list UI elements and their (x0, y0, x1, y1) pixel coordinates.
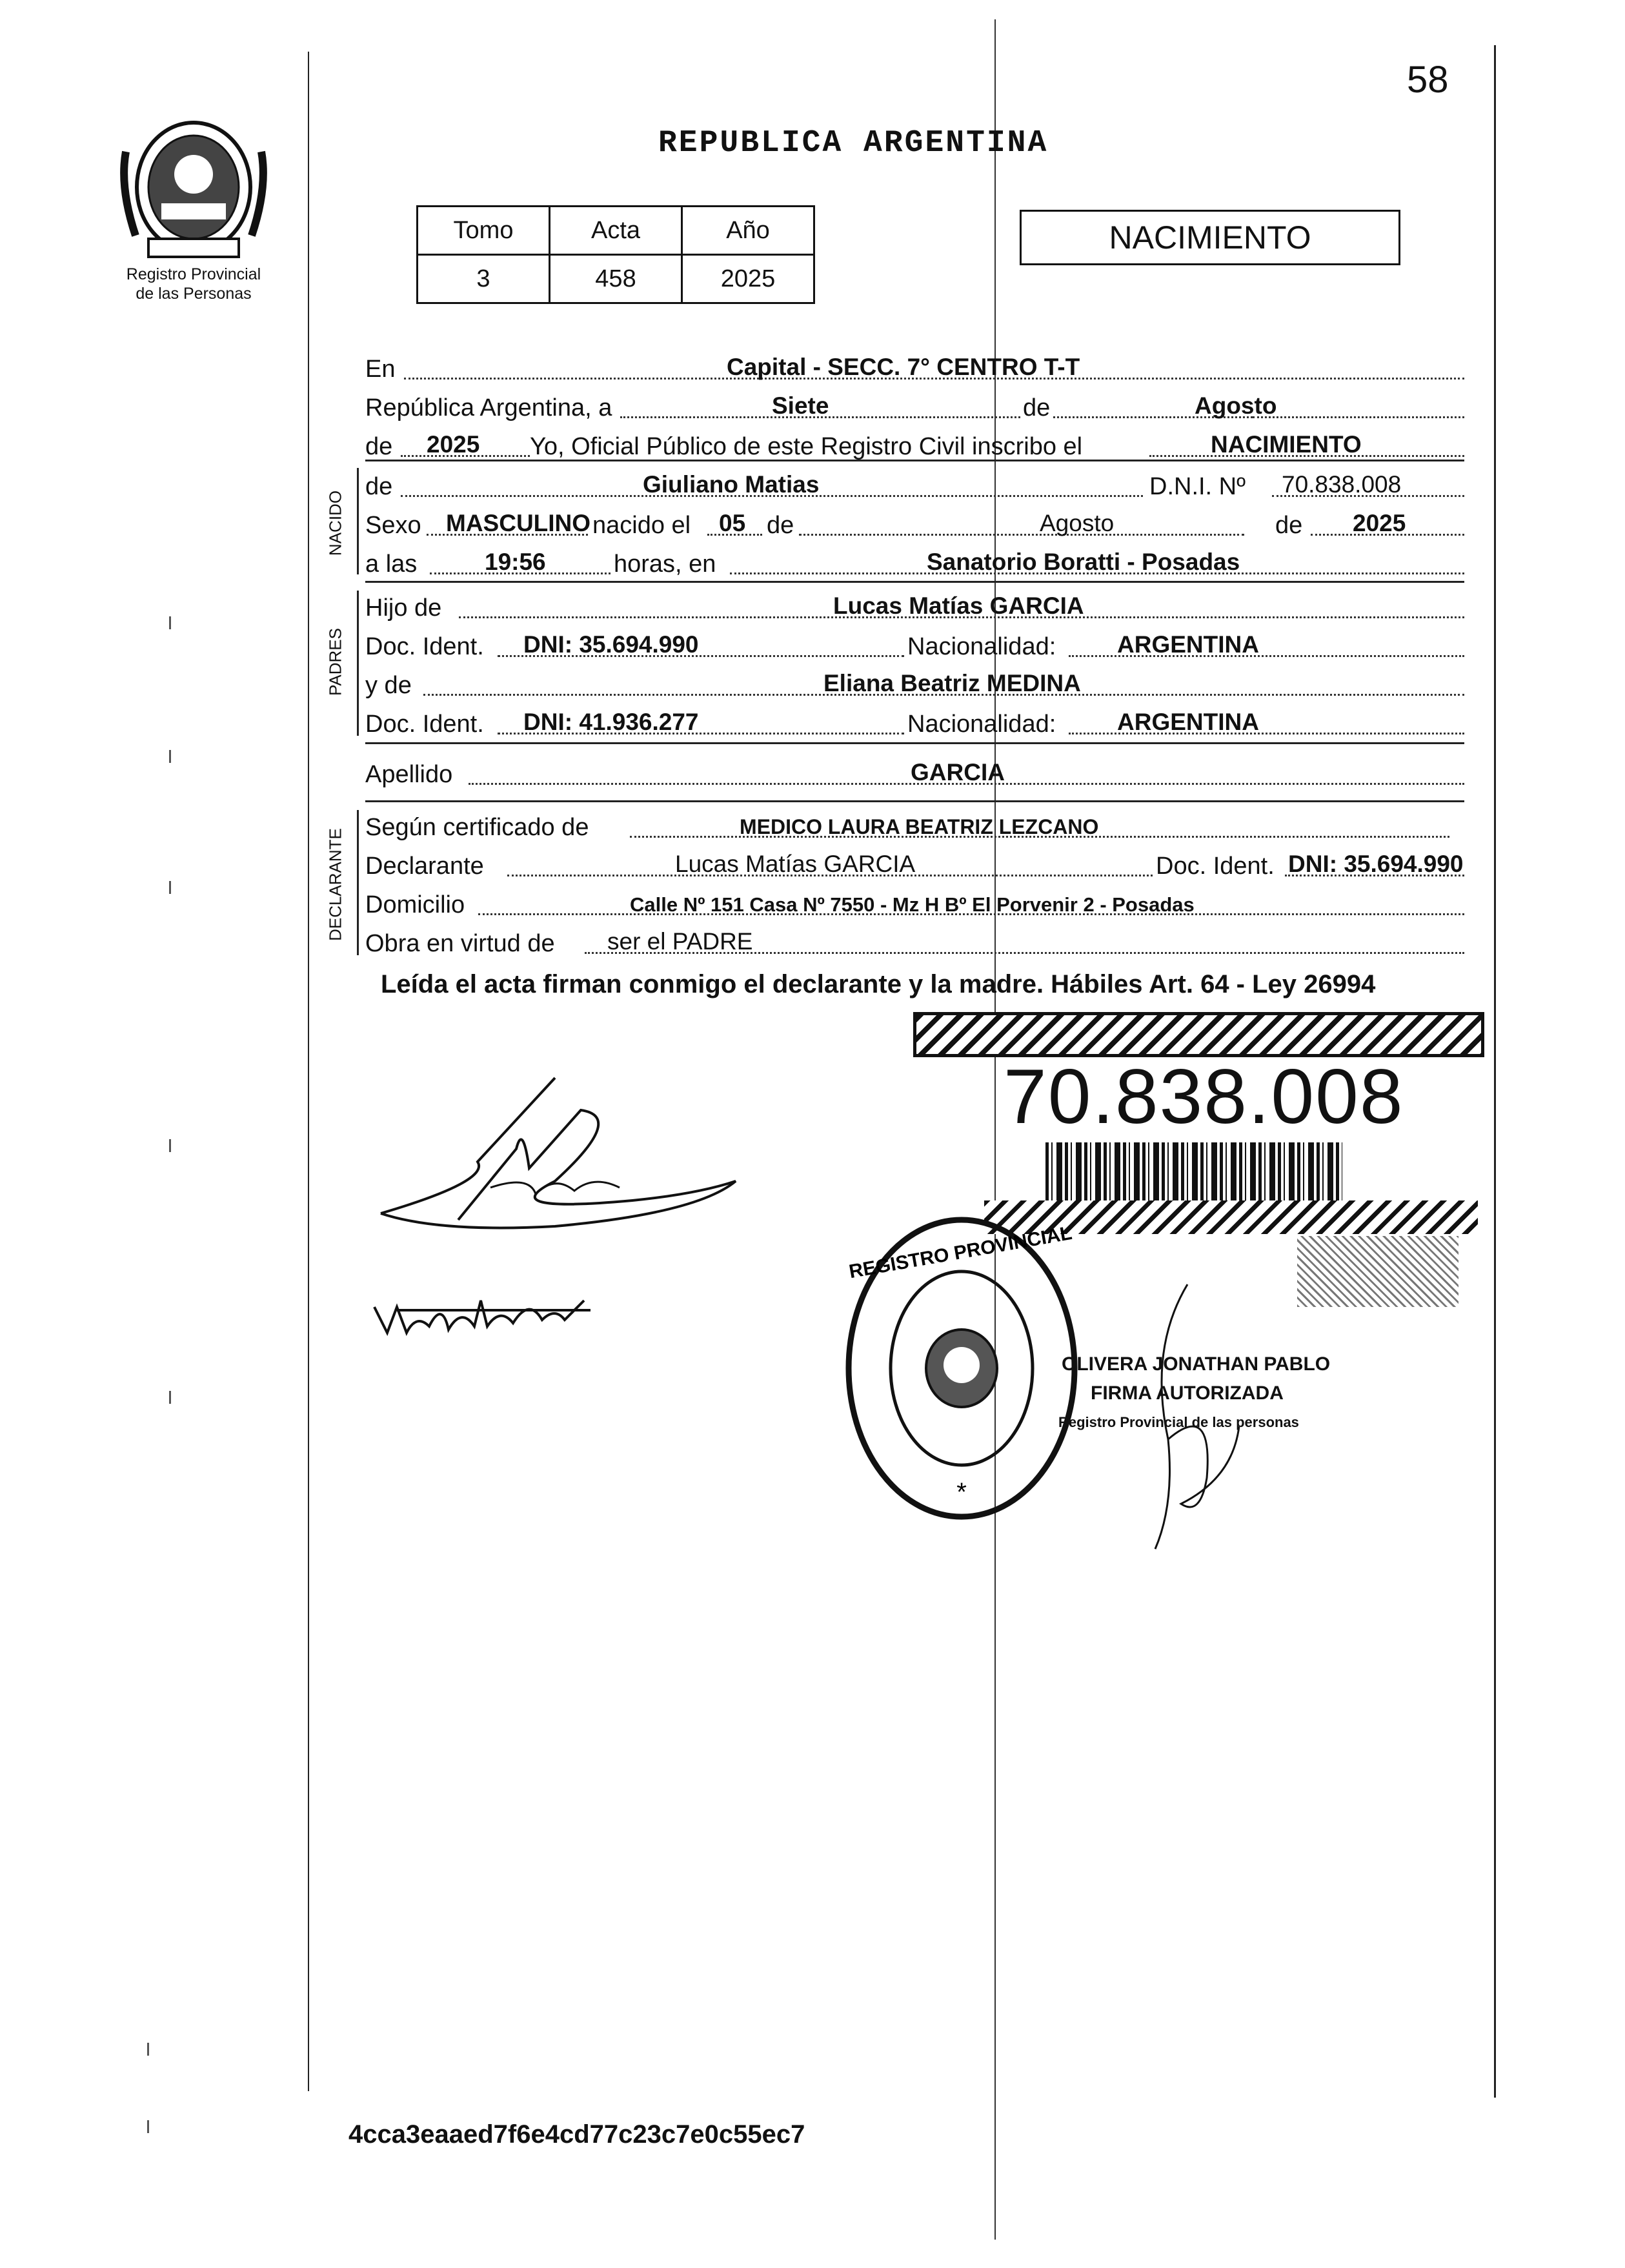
label-doc-ident: Doc. Ident. (365, 711, 484, 738)
value-act-type: NACIMIENTO (1211, 431, 1362, 458)
value-place: Sanatorio Boratti - Posadas (927, 549, 1240, 575)
value-time: 19:56 (485, 549, 546, 575)
svg-text:REGISTRO PROVINCIAL: REGISTRO PROVINCIAL (847, 1222, 1074, 1283)
declarante-section-label: DECLARANTE (325, 828, 345, 941)
label-declarante: Declarante (365, 853, 484, 880)
label-de: de (365, 473, 393, 500)
row-hijo-de (365, 587, 1464, 626)
page-number: 58 (1407, 59, 1449, 101)
margin-mark (169, 1391, 171, 1404)
value-child-name: Giuliano Matias (643, 471, 820, 498)
dots (1253, 416, 1464, 418)
row-obra (365, 923, 1464, 962)
label-sexo: Sexo (365, 512, 421, 539)
official-name: OLIVERA JONATHAN PABLO (1062, 1353, 1331, 1375)
label-certificado: Según certificado de (365, 814, 589, 841)
label-doc-ident: Doc. Ident. (365, 633, 484, 660)
row-apellido (365, 754, 1464, 793)
nacido-section-label: NACIDO (325, 490, 345, 556)
document-hash: 4cca3eaaed7f6e4cd77c23c7e0c55ec7 (348, 2120, 805, 2149)
registry-caption (90, 265, 297, 303)
header-ano: Año (682, 207, 814, 255)
header-tomo: Tomo (418, 207, 550, 255)
label-apellido: Apellido (365, 761, 453, 788)
declarante-bar (357, 810, 359, 955)
registry-logo (113, 113, 274, 261)
row-nacido-sexo (365, 505, 1464, 543)
barcode (1045, 1142, 1342, 1200)
row-nacido-hora (365, 543, 1464, 582)
label-y-de: y de (365, 672, 412, 699)
value-declarante-doc: DNI: 35.694.990 (1288, 851, 1464, 877)
value-year: 2025 (427, 431, 480, 458)
signature-madre (371, 1281, 603, 1339)
label-a-las: a las (365, 551, 418, 578)
label-obra: Obra en virtud de (365, 930, 555, 957)
row-en (365, 349, 1464, 387)
official-round-stamp (842, 1213, 1081, 1523)
label-de: de (767, 512, 794, 539)
label-horas: horas, en (614, 551, 716, 578)
label-nacionalidad: Nacionalidad: (907, 711, 1056, 738)
value-day: Siete (772, 392, 829, 419)
label-nacionalidad: Nacionalidad: (907, 633, 1056, 660)
registry-caption-line2: de las Personas (136, 285, 252, 303)
record-table-header-row (418, 207, 814, 255)
value-child-dni: 70.838.008 (1282, 471, 1402, 498)
label-republica: República Argentina, a (365, 394, 612, 421)
section-divider (365, 460, 1464, 461)
provincial-emblem-icon (113, 113, 274, 261)
value-certificado: MEDICO LAURA BEATRIZ LEZCANO (740, 815, 1099, 838)
record-table (416, 205, 815, 304)
value-father-nationality: ARGENTINA (1117, 631, 1259, 658)
id-sticker-pattern-top (913, 1012, 1484, 1057)
row-year-statement (365, 426, 1464, 465)
value-birth-month: Agosto (1040, 510, 1115, 536)
value-birth-day: 05 (719, 510, 746, 536)
label-hijo-de: Hijo de (365, 594, 442, 622)
value-father-doc: DNI: 35.694.990 (523, 631, 699, 658)
statement-text: Yo, Oficial Público de este Registro Civil inscribo el (530, 433, 1083, 460)
label-en: En (365, 356, 396, 383)
value-mother-name: Eliana Beatriz MEDINA (823, 670, 1081, 696)
value-apellido: GARCIA (911, 759, 1005, 785)
section-divider (365, 800, 1464, 802)
row-father-doc (365, 626, 1464, 665)
legal-text: Leída el acta firman conmigo el declarante y la madre. Hábiles Art. 64 - Ley 26994 (381, 970, 1376, 998)
row-nacido-name (365, 466, 1464, 505)
signature-declarante (361, 1071, 762, 1233)
right-margin-line (1494, 45, 1496, 2098)
label-nacido-el: nacido el (592, 512, 691, 539)
row-mother-doc (365, 704, 1464, 742)
value-mother-nationality: ARGENTINA (1117, 709, 1259, 735)
row-domicilio (365, 884, 1464, 923)
margin-mark (147, 2120, 149, 2133)
signature-official-icon (1110, 1271, 1252, 1555)
value-declarante-name: Lucas Matías GARCIA (675, 851, 916, 877)
label-doc-ident: Doc. Ident. (1156, 853, 1275, 880)
row-y-de (365, 665, 1464, 704)
value-month: Agosto (1195, 392, 1277, 419)
padres-bar (357, 591, 359, 736)
section-divider (365, 742, 1464, 744)
label-domicilio: Domicilio (365, 891, 465, 918)
stamp-seal-icon (842, 1213, 1081, 1523)
value-father-name: Lucas Matías GARCIA (833, 592, 1084, 619)
value-ano: 2025 (682, 255, 814, 303)
row-declarante (365, 845, 1464, 884)
margin-mark (169, 881, 171, 894)
header-acta: Acta (550, 207, 682, 255)
label-de: de (1275, 512, 1303, 539)
value-en: Capital - SECC. 7° CENTRO T-T (727, 354, 1080, 380)
margin-mark (147, 2043, 149, 2056)
signature-official (1110, 1271, 1252, 1555)
svg-text:*: * (956, 1478, 967, 1506)
value-tomo: 3 (418, 255, 550, 303)
signature-scribble-icon (361, 1071, 762, 1233)
dots (620, 416, 1253, 418)
registry-caption-line1: Registro Provincial (126, 265, 261, 283)
margin-mark (169, 750, 171, 763)
label-dni: D.N.I. Nº (1149, 473, 1246, 500)
value-mother-doc: DNI: 41.936.277 (523, 709, 699, 735)
row-certificado (365, 807, 1464, 845)
official-title: FIRMA AUTORIZADA (1091, 1382, 1284, 1404)
value-acta: 458 (550, 255, 682, 303)
dots (799, 534, 1244, 536)
page-title: REPUBLICA ARGENTINA (658, 126, 1049, 161)
padres-section-label: PADRES (325, 628, 345, 696)
label-de: de (1020, 394, 1053, 422)
section-divider (365, 581, 1464, 583)
security-hologram (1297, 1236, 1458, 1307)
document-type-box: NACIMIENTO (1020, 210, 1400, 265)
id-sticker-number: 70.838.008 (1004, 1053, 1404, 1140)
signature-madre-icon (371, 1281, 603, 1339)
nacido-bar (357, 468, 359, 574)
margin-mark (169, 1139, 171, 1152)
row-republica (365, 387, 1464, 426)
value-sexo: MASCULINO (446, 510, 591, 536)
label-de2: de (365, 433, 393, 460)
official-org: Registro Provincial de las personas (1058, 1414, 1299, 1430)
value-obra: ser el PADRE (607, 928, 753, 955)
value-birth-year: 2025 (1353, 510, 1406, 536)
left-margin-line (308, 52, 309, 2091)
value-domicilio: Calle Nº 151 Casa Nº 7550 - Mz H Bº El Porvenir 2 - Posadas (630, 893, 1195, 916)
margin-mark (169, 616, 171, 629)
record-table-value-row (418, 255, 814, 303)
